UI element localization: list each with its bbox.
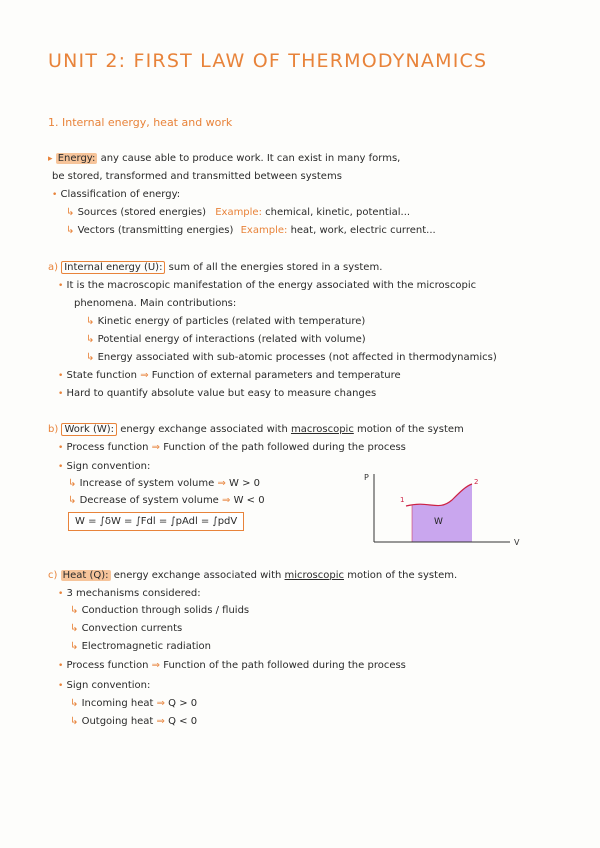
implies-arrow-icon: ⇒ xyxy=(217,478,226,489)
heat-sign-line xyxy=(58,680,150,692)
energy-def-1: any cause able to produce work. It can exist in many forms, xyxy=(100,153,401,164)
branch-arrow-icon: ↳ xyxy=(86,316,95,327)
branch-arrow-icon: ↳ xyxy=(66,207,75,218)
classification-text: Classification of energy: xyxy=(60,189,181,200)
energy-def-2: be stored, transformed and transmitted between systems xyxy=(52,171,342,182)
classification-line xyxy=(52,189,180,201)
mechanisms-line xyxy=(58,588,201,600)
work-sign-line xyxy=(58,461,150,473)
implies-arrow-icon: ⇒ xyxy=(156,698,165,709)
vectors-example: heat, work, electric current... xyxy=(290,225,436,236)
bullet-icon: ▸ xyxy=(48,154,53,164)
state-function-line xyxy=(58,370,401,382)
mechanisms-text: 3 mechanisms considered: xyxy=(66,588,201,599)
dot-icon: • xyxy=(58,371,64,381)
heat-process-line xyxy=(58,660,406,672)
work-def-pre: energy exchange associated with xyxy=(120,424,288,435)
mechanism-1-text: Conduction through solids / fluids xyxy=(81,605,250,616)
area-label: W xyxy=(434,517,443,527)
branch-arrow-icon: ↳ xyxy=(70,623,79,634)
work-term: Work (W): xyxy=(61,423,117,436)
work-formula: W = ∫δW = ∫Fdl = ∫pAdl = ∫pdV xyxy=(68,512,244,531)
dot-icon: • xyxy=(52,190,58,200)
incoming-heat-text: Incoming heat xyxy=(81,698,154,709)
dot-icon: • xyxy=(58,681,64,691)
y-axis-label: P xyxy=(364,473,369,482)
macro-text-2: phenomena. Main contributions: xyxy=(74,298,237,309)
mechanism-3 xyxy=(70,641,211,653)
energy-definition-line1 xyxy=(48,153,400,165)
vectors-text: Vectors (transmitting energies) xyxy=(77,225,234,236)
sources-line xyxy=(66,207,410,219)
mechanism-2 xyxy=(70,623,182,635)
work-process-text: Function of the path followed during the process xyxy=(163,442,406,453)
hard-text: Hard to quantify absolute value but easy to measure changes xyxy=(66,388,377,399)
work-prefix: b) xyxy=(48,424,59,435)
point-2-label: 2 xyxy=(474,478,479,486)
implies-arrow-icon: ⇒ xyxy=(222,495,231,506)
macro-line1 xyxy=(58,280,476,292)
sources-example-label: Example: xyxy=(215,207,262,218)
mechanism-2-text: Convection currents xyxy=(81,623,183,634)
dot-icon: • xyxy=(58,281,64,291)
branch-arrow-icon: ↳ xyxy=(70,698,79,709)
incoming-heat-line xyxy=(70,698,197,710)
branch-arrow-icon: ↳ xyxy=(68,478,77,489)
heat-def-post: motion of the system. xyxy=(347,570,458,581)
mechanism-1 xyxy=(70,605,249,617)
pv-diagram xyxy=(360,470,530,550)
work-increase-line xyxy=(68,478,260,490)
heat-process-text: Function of the path followed during the process xyxy=(163,660,406,671)
implies-arrow-icon: ⇒ xyxy=(151,660,161,671)
internal-energy-line xyxy=(48,262,382,274)
outgoing-heat-line xyxy=(70,716,197,728)
sources-text: Sources (stored energies) xyxy=(77,207,207,218)
work-process-line xyxy=(58,442,406,454)
state-function-text: Function of external parameters and temperature xyxy=(151,370,401,381)
branch-arrow-icon: ↳ xyxy=(66,225,75,236)
heat-term: Heat (Q): xyxy=(62,570,109,581)
incoming-heat-value: Q > 0 xyxy=(168,698,198,709)
sources-example: chemical, kinetic, potential... xyxy=(265,207,411,218)
dot-icon: • xyxy=(58,661,64,671)
implies-arrow-icon: ⇒ xyxy=(140,370,149,381)
work-decrease-line xyxy=(68,495,265,507)
work-line xyxy=(48,424,464,436)
branch-arrow-icon: ↳ xyxy=(86,334,95,345)
dot-icon: • xyxy=(58,589,64,599)
work-increase-text: Increase of system volume xyxy=(79,478,215,489)
heat-prefix: c) xyxy=(48,570,58,581)
dot-icon: • xyxy=(58,389,64,399)
contribution-3-text: Energy associated with sub-atomic processes (not affected in thermodynamics) xyxy=(97,352,497,363)
dot-icon: • xyxy=(58,443,64,453)
branch-arrow-icon: ↳ xyxy=(70,641,79,652)
branch-arrow-icon: ↳ xyxy=(86,352,95,363)
state-function-term: State function xyxy=(66,370,137,381)
mechanism-3-text: Electromagnetic radiation xyxy=(81,641,211,652)
section-heading: 1. Internal energy, heat and work xyxy=(48,116,233,129)
vectors-example-label: Example: xyxy=(240,225,288,236)
energy-term: Energy: xyxy=(57,153,96,164)
work-def-underlined: macroscopic xyxy=(290,424,354,435)
point-1-label: 1 xyxy=(400,496,405,504)
work-area xyxy=(412,484,472,542)
contribution-2 xyxy=(86,334,366,346)
branch-arrow-icon: ↳ xyxy=(70,605,79,616)
outgoing-heat-text: Outgoing heat xyxy=(81,716,154,727)
outgoing-heat-value: Q < 0 xyxy=(168,716,198,727)
work-decrease-text: Decrease of system volume xyxy=(79,495,219,506)
internal-energy-term: Internal energy (U): xyxy=(61,261,165,274)
contribution-1-text: Kinetic energy of particles (related with temperature) xyxy=(97,316,366,327)
internal-def: sum of all the energies stored in a system. xyxy=(168,262,383,273)
implies-arrow-icon: ⇒ xyxy=(151,442,161,453)
dot-icon: • xyxy=(58,462,64,472)
page-title: UNIT 2: FIRST LAW OF THERMODYNAMICS xyxy=(48,50,488,72)
heat-process-term: Process function xyxy=(66,660,149,671)
work-sign-text: Sign convention: xyxy=(66,461,151,472)
hard-line xyxy=(58,388,376,400)
branch-arrow-icon: ↳ xyxy=(70,716,79,727)
contribution-3 xyxy=(86,352,497,364)
heat-def-underlined: microscopic xyxy=(284,570,345,581)
implies-arrow-icon: ⇒ xyxy=(156,716,165,727)
work-decrease-value: W < 0 xyxy=(233,495,265,506)
x-axis-label: V xyxy=(514,538,520,547)
macro-text-1: It is the macroscopic manifestation of the energy associated with the microscopic xyxy=(66,280,477,291)
work-increase-value: W > 0 xyxy=(229,478,261,489)
work-def-post: motion of the system xyxy=(357,424,464,435)
contribution-1 xyxy=(86,316,365,328)
contribution-2-text: Potential energy of interactions (related with volume) xyxy=(97,334,366,345)
work-process-term: Process function xyxy=(66,442,149,453)
heat-sign-text: Sign convention: xyxy=(66,680,151,691)
vectors-line xyxy=(66,225,436,237)
internal-prefix: a) xyxy=(48,262,59,273)
heat-def-pre: energy exchange associated with xyxy=(113,570,282,581)
branch-arrow-icon: ↳ xyxy=(68,495,77,506)
heat-line xyxy=(48,570,457,582)
